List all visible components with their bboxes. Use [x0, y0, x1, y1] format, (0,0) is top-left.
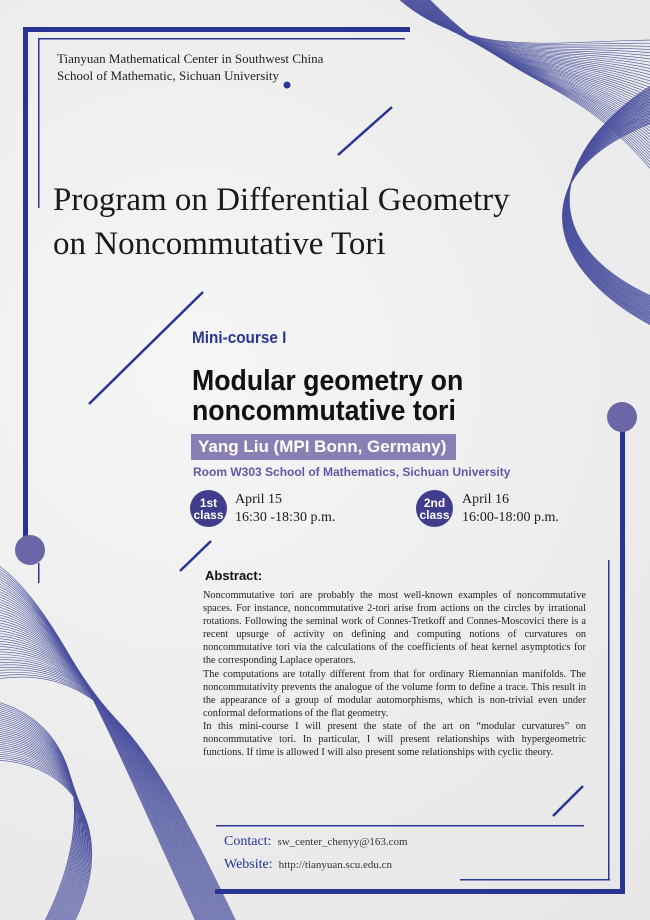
top-right-wave-lines [400, 0, 650, 330]
program-title-line-1: Program on Differential Geometry [53, 182, 510, 218]
class-time: 16:30 -18:30 p.m. [235, 510, 336, 525]
organizer-line-1: Tianyuan Mathematical Center in Southwest China [57, 51, 324, 66]
abstract-paragraph: In this mini-course I will present the state of the art on “modular curvatures” on noncommutative tori. In particular, I will present relationships with hypergeometric functions. If time is allowed I will also present some relationships with cyclic theory. [203, 720, 586, 759]
organizer-block [57, 50, 323, 84]
course-title-line-1: Modular geometry on [192, 365, 464, 397]
frame-left-lower-inner [38, 563, 40, 583]
course-title-line-2: noncommutative tori [192, 395, 456, 427]
class-badge-number: 2nd [423, 495, 446, 510]
contact-divider [216, 825, 584, 827]
diagonal-slash [338, 107, 392, 155]
class-badge-word: class [193, 507, 224, 522]
frame-right-bar [620, 420, 625, 894]
wave-line [0, 644, 228, 920]
accent-dot-right [607, 402, 637, 432]
frame-left-inner [38, 38, 40, 208]
accent-dot-left [15, 535, 45, 565]
wave-line [0, 660, 233, 920]
frame-left-bar [23, 27, 28, 551]
class-schedule-1 [235, 491, 335, 527]
frame-top-bar [23, 27, 410, 32]
wave-line [404, 0, 650, 57]
wave-line [430, 0, 650, 180]
wave-line [0, 717, 79, 920]
wave-line [429, 0, 650, 173]
wave-line [0, 602, 214, 920]
wave-line [563, 118, 650, 329]
contact-label: Contact: [224, 834, 272, 849]
wave-line [428, 0, 650, 170]
wave-line [418, 0, 650, 125]
diagonal-slash [553, 786, 583, 816]
diagonal-slash [89, 292, 203, 404]
wave-line [0, 733, 84, 920]
frame-right-inner [608, 560, 610, 880]
abstract-paragraph: The computations are totally different from that for ordinary Riemannian manifolds. The noncommutativity prevents the analogue of the volume form to define a trace. This result in the appearance of a group of modular automorphisms, which is non-trivial even under conformal deformations of the flat geometry. [203, 668, 586, 719]
wave-line [0, 619, 220, 920]
course-label: Mini-course I [192, 328, 287, 347]
wave-line [0, 719, 79, 920]
diagonal-slash [180, 541, 211, 571]
website-label: Website: [224, 857, 273, 872]
abstract-body [203, 589, 586, 759]
class-schedule-2 [462, 491, 559, 527]
wave-line [0, 585, 208, 920]
website-link[interactable]: http://tianyuan.scu.edu.cn [278, 859, 392, 871]
program-title-line-2: on Noncommutative Tori [53, 226, 386, 262]
room-location: Room W303 School of Mathematics, Sichuan University [193, 465, 511, 479]
class-badge-1 [190, 490, 227, 527]
frame-bottom-bar [215, 889, 625, 894]
class-date: April 16 [462, 492, 510, 507]
contact-email[interactable]: sw_center_chenyy@163.com [277, 836, 408, 848]
speaker-banner: Yang Liu (MPI Bonn, Germany) [191, 434, 456, 460]
wave-line [0, 667, 236, 920]
wave-line [412, 0, 650, 98]
abstract-paragraph: Noncommutative tori are probably the most well-known examples of noncommutative spaces. For instance, noncommutative 2-tori arise from actions on the circles by irrational rotations. Following the seminal work of Connes-Tretkoff and Connes-Moscovici there is a recent upsurge of activity on defining and computing notions of curvatures on noncommutative tori via the calculations of the coefficients of heat kernel asymptotics for the corresponding Laplace operators. [203, 590, 586, 667]
class-badge-word: class [419, 507, 450, 522]
class-badge-2 [416, 490, 453, 527]
website-row [224, 857, 392, 873]
wave-line [415, 0, 650, 112]
organizer-line-2: School of Mathematic, Sichuan University [57, 68, 280, 83]
frame-top-inner [38, 38, 405, 40]
wave-line [0, 710, 77, 920]
course-title [192, 366, 523, 426]
wave-line [0, 560, 200, 920]
class-badge-number: 1st [199, 495, 218, 510]
program-title [53, 178, 573, 266]
wave-line [0, 635, 225, 920]
class-time: 16:00-18:00 p.m. [462, 510, 559, 525]
class-date: April 15 [235, 492, 283, 507]
wave-line [0, 652, 231, 920]
contact-row [224, 834, 408, 850]
frame-bottom-inner [460, 879, 610, 881]
abstract-heading: Abstract: [205, 568, 263, 583]
